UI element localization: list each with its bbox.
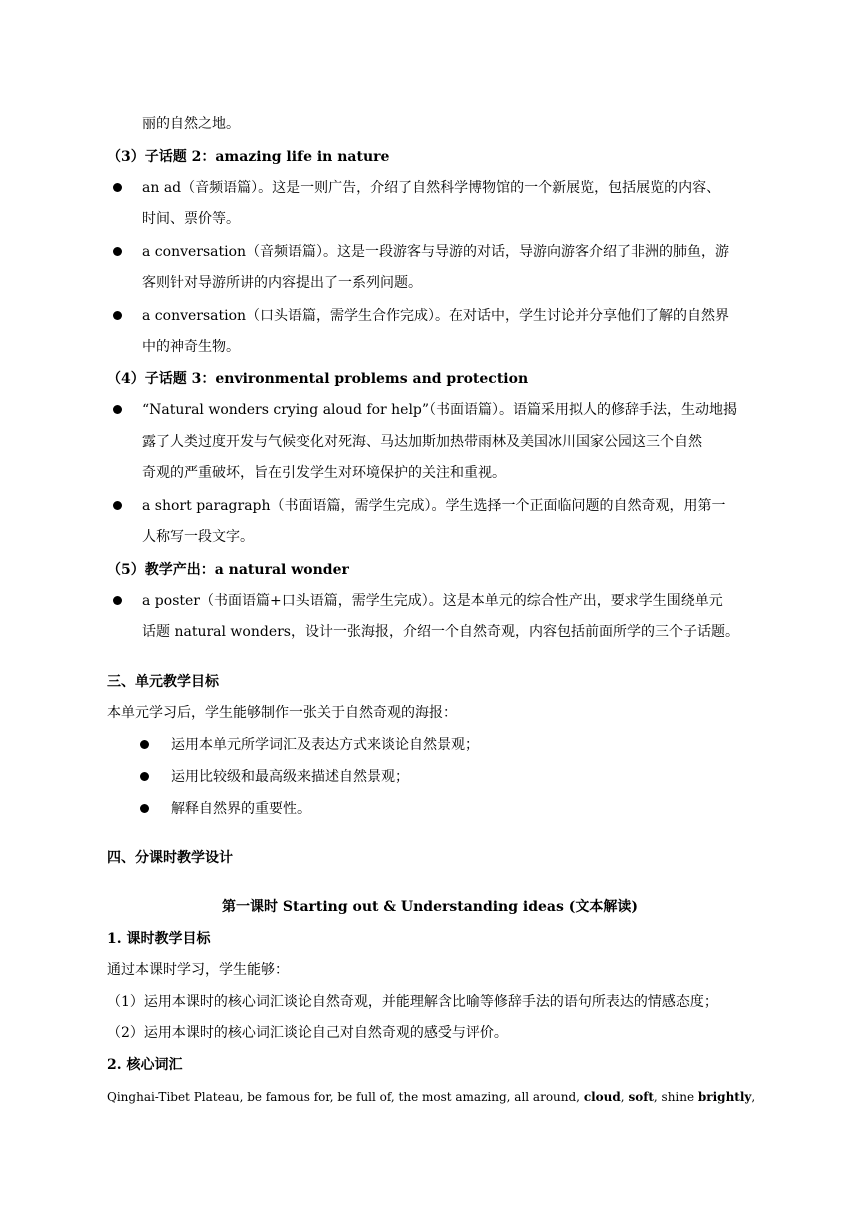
objective-item: （2）运用本课时的核心词汇谈论自己对自然奇观的感受与评价。 bbox=[107, 1025, 508, 1041]
list-item-line: 奇观的严重破坏，旨在引发学生对环境保护的关注和重视。 bbox=[142, 465, 506, 481]
list-item-line: a conversation（音频语篇）。这是一段游客与导游的对话，导游向游客介绍了非洲的肺鱼，游 bbox=[142, 244, 730, 260]
bullet-icon bbox=[113, 596, 122, 605]
output-heading: （5）教学产出：a natural wonder bbox=[107, 562, 349, 578]
list-item-line: a poster（书面语篇+口头语篇，需学生完成）。这是本单元的综合性产出，要求学生围绕单元 bbox=[142, 593, 723, 609]
list-item-line: 时间、票价等。 bbox=[142, 211, 240, 227]
lesson-title: 第一课时 Starting out & Understanding ideas (文本解读) bbox=[222, 899, 638, 915]
list-item-line: 露了人类过度开发与气候变化对死海、马达加斯加热带雨林及美国冰川国家公园这三个自然 bbox=[142, 434, 702, 450]
bullet-icon bbox=[113, 311, 122, 320]
vocab-heading: 2. 核心词汇 bbox=[107, 1057, 183, 1073]
goal-item: 运用本单元所学词汇及表达方式来谈论自然景观； bbox=[171, 737, 479, 753]
goal-item: 运用比较级和最高级来描述自然景观； bbox=[171, 769, 409, 785]
vocab-sep: , bbox=[751, 1090, 756, 1104]
objectives-intro: 通过本课时学习，学生能够： bbox=[107, 962, 289, 978]
bullet-icon bbox=[113, 183, 122, 192]
subtopic3-heading: （4）子话题 3：environmental problems and protection bbox=[107, 371, 529, 387]
list-item-line: a short paragraph（书面语篇，需学生完成）。学生选择一个正面临问题的自然奇观，用第一 bbox=[142, 498, 726, 514]
objectives-heading: 1. 课时教学目标 bbox=[107, 931, 211, 947]
list-item-line: a conversation（口头语篇，需学生合作完成）。在对话中，学生讨论并分享他们了解的自然界 bbox=[142, 308, 730, 324]
list-item-line: 中的神奇生物。 bbox=[142, 339, 240, 355]
bullet-icon bbox=[140, 772, 149, 781]
vocab-sep: , shine bbox=[653, 1090, 698, 1104]
list-item-line: “Natural wonders crying aloud for help”（书面语篇）。语篇采用拟人的修辞手法，生动地揭 bbox=[142, 402, 738, 418]
bullet-icon bbox=[113, 247, 122, 256]
vocab-sep: , bbox=[620, 1090, 629, 1104]
list-item-line: 人称写一段文字。 bbox=[142, 529, 254, 545]
vocab-line bbox=[107, 1087, 755, 1107]
vocab-bold-soft: soft bbox=[628, 1090, 654, 1104]
bullet-icon bbox=[140, 740, 149, 749]
section3-intro: 本单元学习后，学生能够制作一张关于自然奇观的海报： bbox=[107, 705, 457, 721]
objective-item: （1）运用本课时的核心词汇谈论自然奇观，并能理解含比喻等修辞手法的语句所表达的情感态度； bbox=[107, 994, 718, 1010]
vocab-bold-brightly: brightly bbox=[697, 1090, 752, 1104]
list-item-line: 话题 natural wonders，设计一张海报，介绍一个自然奇观，内容包括前面所学的三个子话题。 bbox=[142, 624, 739, 640]
vocab-bold-cloud: cloud bbox=[583, 1090, 621, 1104]
section4-heading: 四、分课时教学设计 bbox=[107, 850, 233, 866]
list-item-line: 客则针对导游所讲的内容提出了一系列问题。 bbox=[142, 275, 422, 291]
bullet-icon bbox=[113, 405, 122, 414]
goal-item: 解释自然界的重要性。 bbox=[171, 801, 311, 817]
subtopic2-heading: （3）子话题 2：amazing life in nature bbox=[107, 149, 390, 165]
section3-heading: 三、单元教学目标 bbox=[107, 674, 219, 690]
list-item-line: an ad（音频语篇）。这是一则广告，介绍了自然科学博物馆的一个新展览，包括展览的内容、 bbox=[142, 180, 721, 196]
bullet-icon bbox=[140, 804, 149, 813]
bullet-icon bbox=[113, 501, 122, 510]
continuation-text: 丽的自然之地。 bbox=[142, 116, 240, 132]
vocab-plain: Qinghai-Tibet Plateau, be famous for, be full of, the most amazing, all around, bbox=[107, 1090, 584, 1104]
